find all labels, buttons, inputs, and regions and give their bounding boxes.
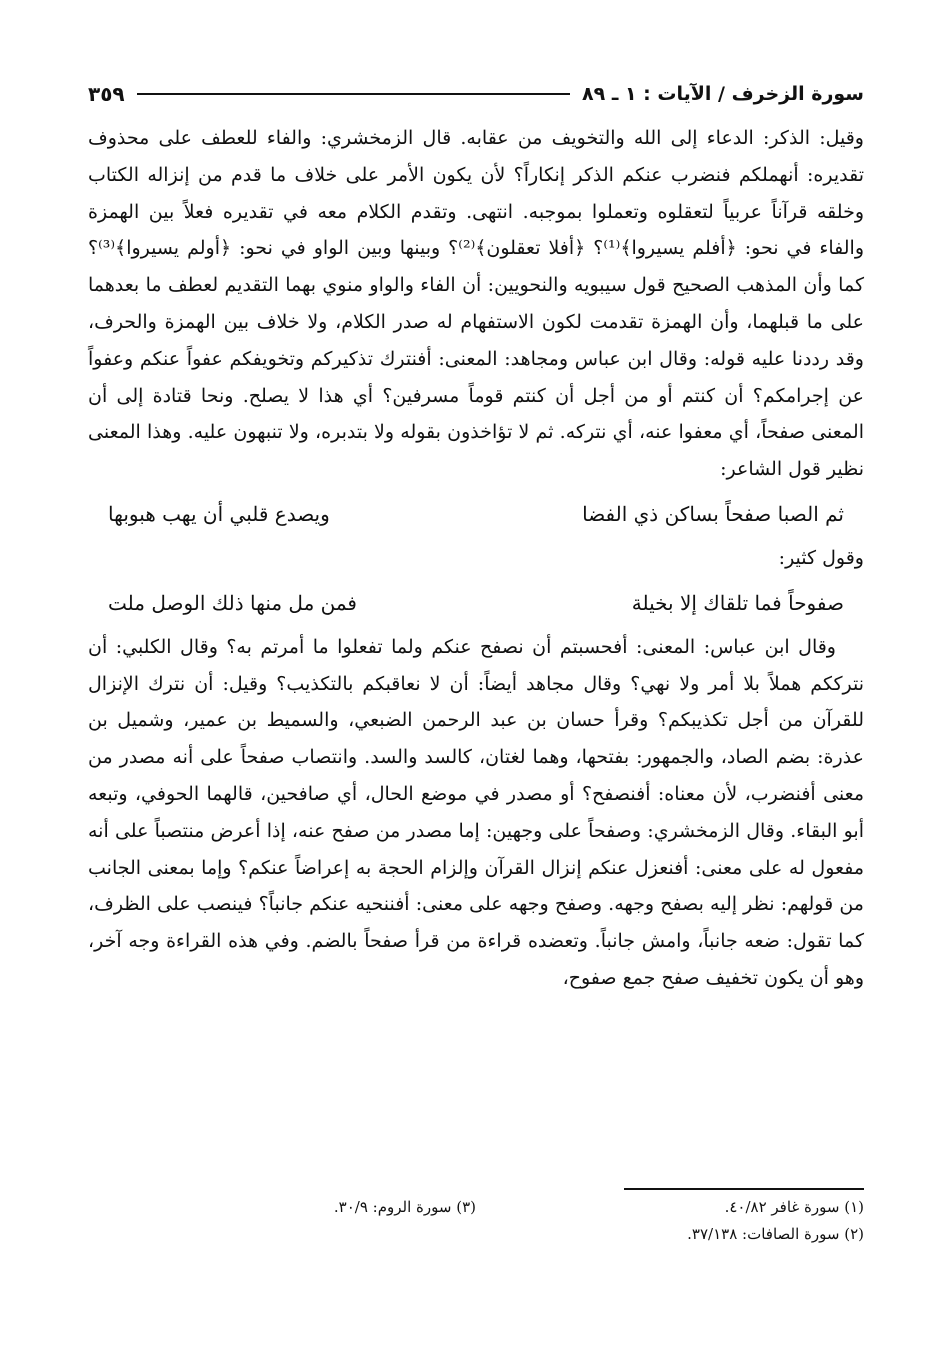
footnote-3: (٣) سورة الروم: ٣٠/٩. (333, 1198, 476, 1216)
header-rule (137, 93, 570, 95)
footnote-rule (624, 1188, 864, 1190)
footnotes (88, 1188, 864, 1248)
verse-2-second-hemistich: فمن مل منها ذلك الوصل ملت (108, 590, 357, 615)
footnote-row (88, 1194, 864, 1221)
page-number: ٣٥٩ (88, 82, 125, 106)
main-text (88, 120, 864, 997)
header-title: سورة الزخرف / الآيات : ١ ـ ٨٩ (582, 83, 864, 105)
footnote-1: (١) سورة غافر ٤٠/٨٢. (724, 1198, 864, 1216)
paragraph-2: وقال ابن عباس: المعنى: أفحسبتم أن نصفح عنكم ولما تفعلوا ما أمرتم به؟ وقال الكلبي: أن نترككم هملاً بلا أمر ولا نهي؟ وقال مجاهد أيضاً: أن لا نعاقبكم بالتكذيب؟ وقيل: أن نترك الإنزال للقرآن من أجل تكذيبكم؟ وقرأ حسان بن عبد الرحمن الضبعي، والسميط بن عمير، وشميل بن عذرة: بضم الصاد، والجمهور: بفتحها، وهما لغتان، كالسد والسد. وانتصاب صفحاً على أنه مصدر من معنى أفنضرب، لأن معناه: أفنصفح؟ أو مصدر في موضع الحال، أي صافحين، قالهما الحوفي، وتبعه أبو البقاء. وقال الزمخشري: وصفحاً على وجهين: إما مصدر من صفح عنه، إذا أعرض منتصباً على أنه مفعول له على معنى: أفنعزل عنكم إنزال القرآن وإلزام الحجة به إعراضاً عنكم؟ وإما بمعنى الجانب من قولهم: نظر إليه بصفح وجهه. وصفح وجهه على معنى: أفننحيه عنكم جانباً؟ فينصب على الظرف، كما تقول: ضعه جانباً، وامش جانباً. وتعضده قراءة من قرأ صفحاً بالضم. وفي هذه القراءة وجه آخر، وهو أن يكون تخفيف صفح جمع صفوح، (88, 635, 864, 989)
footnote-2: (٢) سورة الصافات: ٣٧/١٣٨. (687, 1225, 864, 1243)
poem-verse-1 (88, 488, 864, 540)
poem-verse-2 (88, 577, 864, 629)
book-page (88, 70, 864, 1320)
running-header (88, 76, 864, 112)
verse-2-first-hemistich: صفوحاً فما تلقاك إلا بخيلة (631, 590, 844, 615)
verse-1-first-hemistich: ثم الصبا صفحاً بساكن ذي الفضا (582, 501, 844, 526)
paragraph-1: وقيل: الذكر: الدعاء إلى الله والتخويف من عقابه. قال الزمخشري: والفاء للعطف على محذوف تقديره: أنهملكم فنضرب عنكم الذكر إنكاراً؟ لأن يكون الأمر على خلاف ما قدم من إنزاله الكتاب وخلقه قرآناً عربياً لتعقلوه وتعملوا بموجبه. انتهى. وتقدم الكلام معه في تقديره فعلاً بين الهمزة والفاء في نحو: ﴿أفلم يسيروا﴾⁽¹⁾؟ ﴿أفلا تعقلون﴾⁽²⁾؟ وبينها وبين الواو في نحو: ﴿أولم يسيروا﴾⁽³⁾؟ كما وأن المذهب الصحيح قول سيبويه والنحويين: أن الفاء والواو منوي بهما التقديم لعطف ما بعدهما على ما قبلهما، وأن الهمزة تقدمت لكون الاستفهام له صدر الكلام، ولا خلاف بين الهمزة والحرف، وقد رددنا عليه قوله: وقال ابن عباس ومجاهد: المعنى: أفنترك تذكيركم وتخويفكم عفواً عنكم وعفواً عن إجرامكم؟ أن كنتم أو من أجل أن كنتم قوماً مسرفين؟ أي هذا لا يصلح. ونحا قتادة إلى أن المعنى صفحاً، أي معفوا عنه، أي نتركه. ثم لا تؤاخذون بقوله ولا بتدبره، ولا تنبهون عليه. وهذا المعنى نظير قول الشاعر: (88, 127, 865, 481)
kuthayyir-intro: وقول كثير: (778, 546, 864, 569)
verse-1-second-hemistich: ويصدع قلبي أن يهب هبوبها (108, 501, 330, 526)
